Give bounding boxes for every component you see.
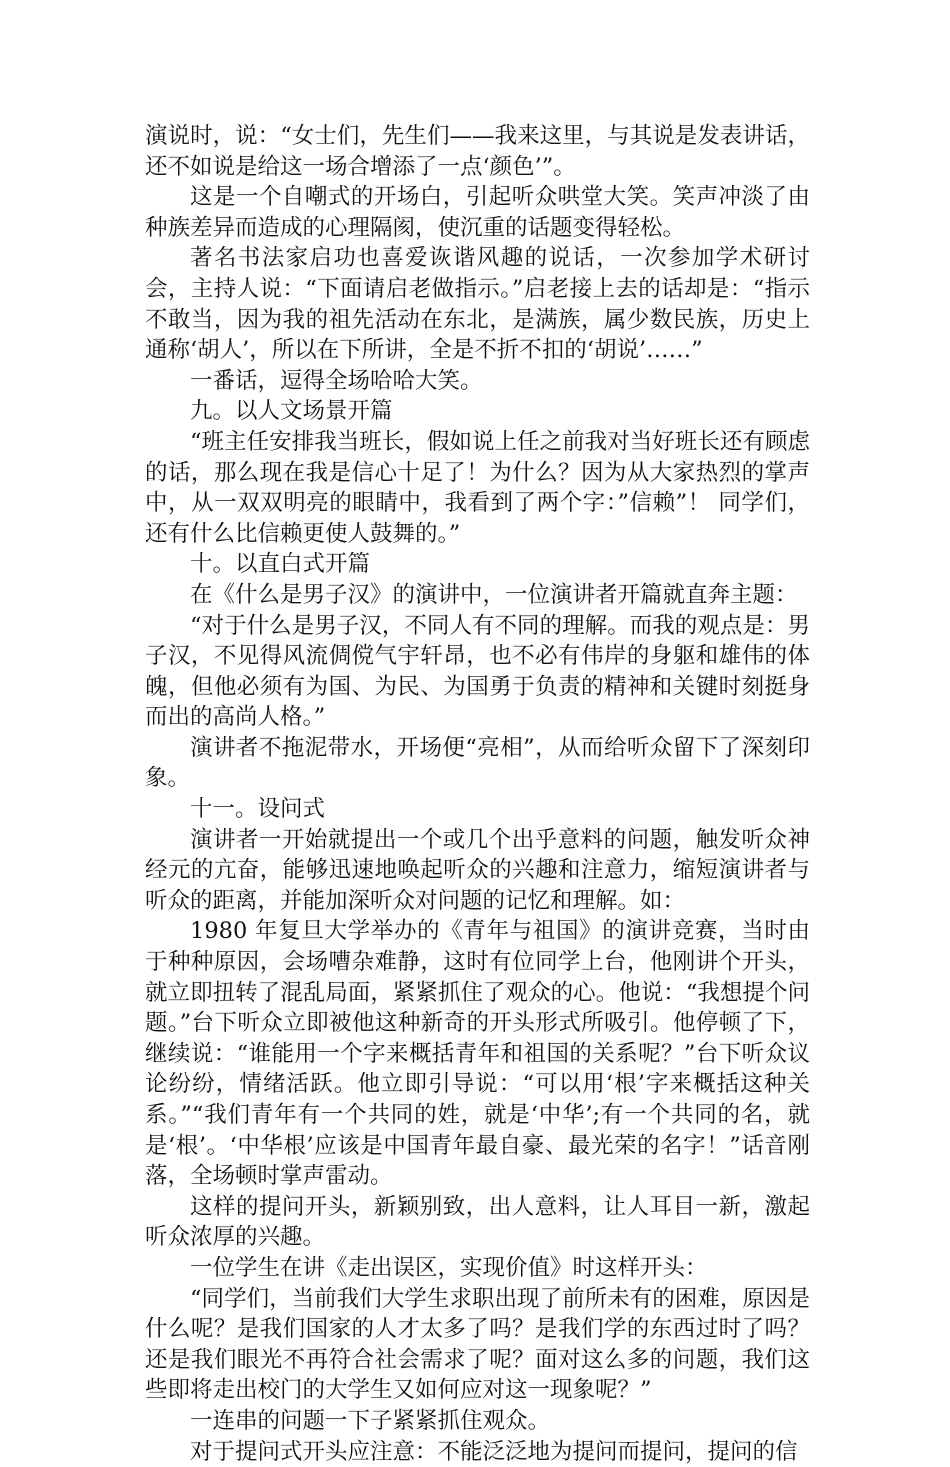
paragraph-student-speech-intro: 一位学生在讲《走出误区，实现价值》时这样开头： [190,1254,708,1281]
paragraph-series-of-questions: 一连串的问题一下子紧紧抓住观众。 [190,1407,551,1434]
section-heading-eleven: 十一。设问式 [190,796,326,823]
paragraph-fudan-contest: 1980 年复旦大学举办的《青年与祖国》的演讲竞赛，当时由于种种原因，会场嘈杂难静，这时有位同学上台，他刚讲个开头，就立即扭转了混乱局面，紧紧抓住了观众的心。他说：“我想提个问题。”台下听众立即被他这种新奇的开头形式所吸引。他停顿了下，继续说：“谁能用一个字来概括青年和祖国的关系呢？”台下听众议论纷纷，情绪活跃。他立即引导说：“可以用‘根’字来概括这种关系。”“我们青年有一个共同的姓，就是‘中华’;有一个共同的名，就是‘根’。‘中华根’应该是中国青年最自豪、最光荣的名字！”话音刚落，全场顿时掌声雷动。 [145,918,810,1190]
section-heading-nine: 九。以人文场景开篇 [190,398,393,425]
paragraph-question-method: 演讲者一开始就提出一个或几个出乎意料的问题，触发听众神经元的亢奋，能够迅速地唤起听众的兴趣和注意力，缩短演讲者与听众的距离，并能加深听众对问题的记忆和理解。如： [145,826,810,914]
paragraph-impression: 演讲者不拖泥带水，开场便“亮相”，从而给听众留下了深刻印象。 [145,734,810,792]
paragraph-opening-quote: 演说时，说：“女士们，先生们——我来这里，与其说是发表讲话，还不如说是给这一场合增添了一点‘颜色’”。 [145,123,810,180]
paragraph-student-speech-quote: “同学们，当前我们大学生求职出现了前所未有的困难，原因是什么呢？是我们国家的人才太多了吗？是我们学的东西过时了吗？还是我们眼光不再符合社会需求了呢？面对这么多的问题，我们这些即将走出校门的大学生又如何应对这一现象呢？” [145,1285,810,1404]
section-heading-ten: 十。以直白式开篇 [190,551,371,578]
paragraph-class-monitor-quote: “班主任安排我当班长，假如说上任之前我对当好班长还有顾虑的话，那么现在我是信心十足了！为什么？因为从大家热烈的掌声中，从一双双明亮的眼睛中，我看到了两个字：”信赖”！ 同学们，还有什么比信赖更使人鼓舞的。” [145,428,810,547]
paragraph-question-caution: 对于提问式开头应注意：不能泛泛地为提问而提问，提问的信 [190,1438,798,1465]
paragraph-self-mockery: 这是一个自嘲式的开场白，引起听众哄堂大笑。笑声冲淡了由种族差异而造成的心理隔阂，使沉重的话题变得轻松。 [145,184,810,241]
paragraph-manhood-intro: 在《什么是男子汉》的演讲中，一位演讲者开篇就直奔主题： [190,581,798,608]
paragraph-qigong-anecdote: 著名书法家启功也喜爱诙谐风趣的说话，一次参加学术研讨会，主持人说：“下面请启老做指示。”启老接上去的话却是：“指示不敢当，因为我的祖先活动在东北，是满族，属少数民族，历史上通称‘胡人’，所以在下所讲，全是不折不扣的‘胡说’……” [145,245,810,364]
paragraph-novel-opening: 这样的提问开头，新颖别致，出人意料，让人耳目一新，激起听众浓厚的兴趣。 [145,1193,810,1251]
paragraph-manhood-quote: “对于什么是男子汉，不同人有不同的理解。而我的观点是：男子汉，不见得风流倜傥气宇轩昂，也不必有伟岸的身躯和雄伟的体魄，但他必须有为国、为民、为国勇于负责的精神和关键时刻挺身而出的高尚人格。” [145,612,810,731]
paragraph-laughter: 一番话，逗得全场哈哈大笑。 [190,367,483,394]
document-page [145,121,810,1467]
